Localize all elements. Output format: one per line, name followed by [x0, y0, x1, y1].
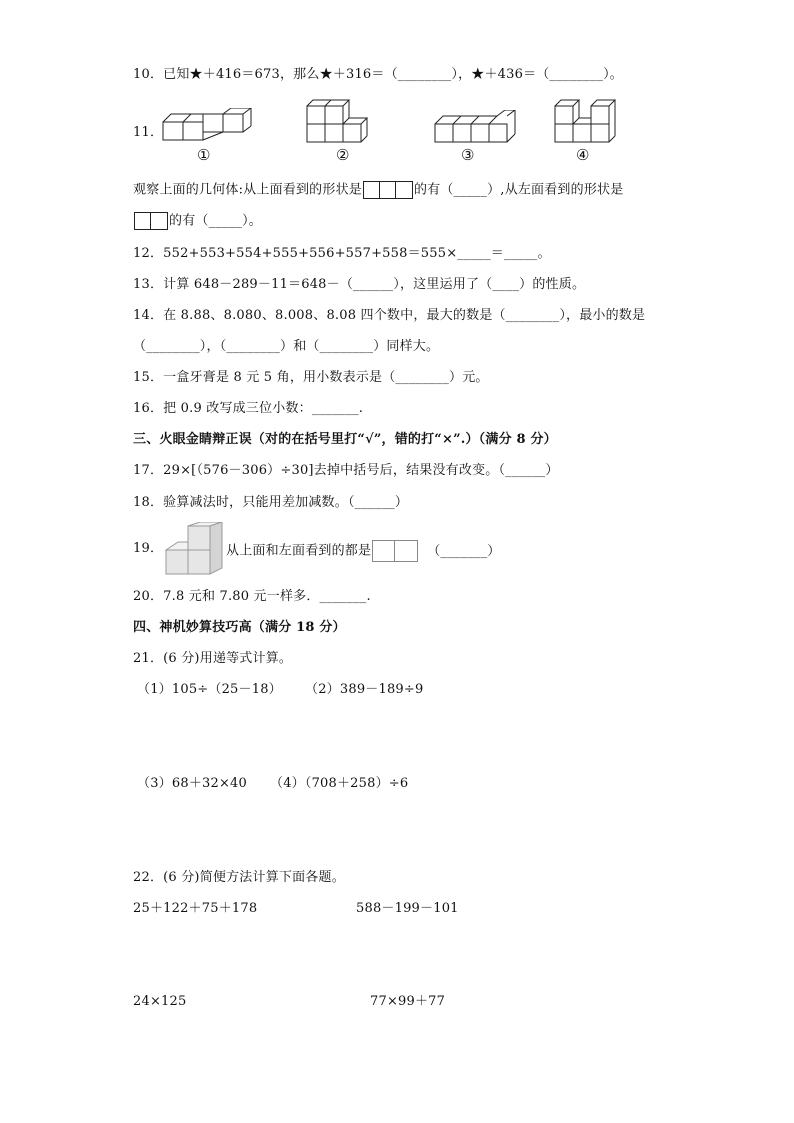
question-12: 12．552+553+554+555+556+557+558＝555×_____＝_____。: [133, 246, 551, 261]
question-14-line-1: 14．在 8.88、8.080、8.008、8.08 四个数中，最大的数是（________），最小的数是: [133, 308, 646, 323]
question-21-1: （1）105÷（25－18）: [137, 682, 282, 697]
figure-2-caption: ②: [336, 146, 350, 164]
figure-1-caption: ①: [197, 146, 211, 164]
question-11-text-b: 的有（_____）,从左面看到的形状是: [413, 182, 624, 198]
question-11-text-c: 的有（_____）。: [169, 213, 263, 229]
question-11-text-line-2: [133, 212, 262, 231]
question-15: 15．一盒牙膏是 8 元 5 角，用小数表示是（________）元。: [133, 370, 489, 385]
top-view-three-squares: [363, 181, 413, 199]
section-3-heading: 三、火眼金睛辩正误（对的在括号里打“√”，错的打“×”.）（满分 8 分）: [133, 432, 557, 447]
cube-figures-row: [133, 98, 693, 168]
section-4-heading: 四、神机妙算技巧高（满分 18 分）: [133, 620, 346, 635]
question-11-text-line-1: [133, 181, 623, 200]
question-19-statement: 从上面和左面看到的都是: [226, 543, 372, 559]
question-16: 16．把 0.9 改写成三位小数：_______.: [133, 401, 364, 416]
question-18: 18．验算减法时，只能用差加减数。（______）: [133, 495, 409, 510]
question-17: 17．29×[（576－306）÷30]去掉中括号后，结果没有改变。（______）: [133, 463, 559, 478]
cube-figure-3: [433, 110, 523, 145]
figure-4-caption: ④: [576, 146, 590, 164]
question-21-4: （4）（708＋258）÷6: [270, 776, 409, 791]
view-two-squares: [372, 540, 418, 562]
figure-3-caption: ③: [461, 146, 475, 164]
question-22: 22．(6 分)简便方法计算下面各题。: [133, 870, 345, 885]
question-19-text: [226, 540, 501, 562]
question-13: 13．计算 648－289－11＝648－（______），这里运用了（____）的性质。: [133, 277, 586, 292]
question-21-2: （2）389－189÷9: [305, 682, 424, 697]
question-22-1: 25＋122＋75＋178: [133, 901, 258, 916]
question-19-number: 19．: [133, 541, 164, 556]
cube-stack-figure: [164, 522, 226, 576]
question-11-number: 11．: [133, 125, 164, 140]
question-10: 10．已知★＋416＝673，那么★＋316＝（________），★＋436＝（________）。: [133, 67, 623, 82]
question-11-text-a: 观察上面的几何体:从上面看到的形状是: [133, 182, 362, 198]
question-22-2: 588－199－101: [356, 901, 459, 916]
cube-figure-1: [161, 108, 261, 143]
question-19-blank: （_______）: [427, 543, 501, 559]
question-21: 21．(6 分)用递等式计算。: [133, 651, 293, 666]
question-14-line-2: （________），（________）和（________）同样大。: [133, 339, 440, 354]
cube-figure-4: [553, 98, 623, 144]
question-21-3: （3）68＋32×40: [137, 776, 247, 791]
question-22-4: 77×99＋77: [370, 994, 446, 1009]
question-20: 20．7.8 元和 7.80 元一样多．_______.: [133, 589, 371, 604]
question-22-3: 24×125: [133, 994, 187, 1009]
cube-figure-2: [305, 98, 375, 144]
left-view-two-squares: [134, 212, 168, 230]
